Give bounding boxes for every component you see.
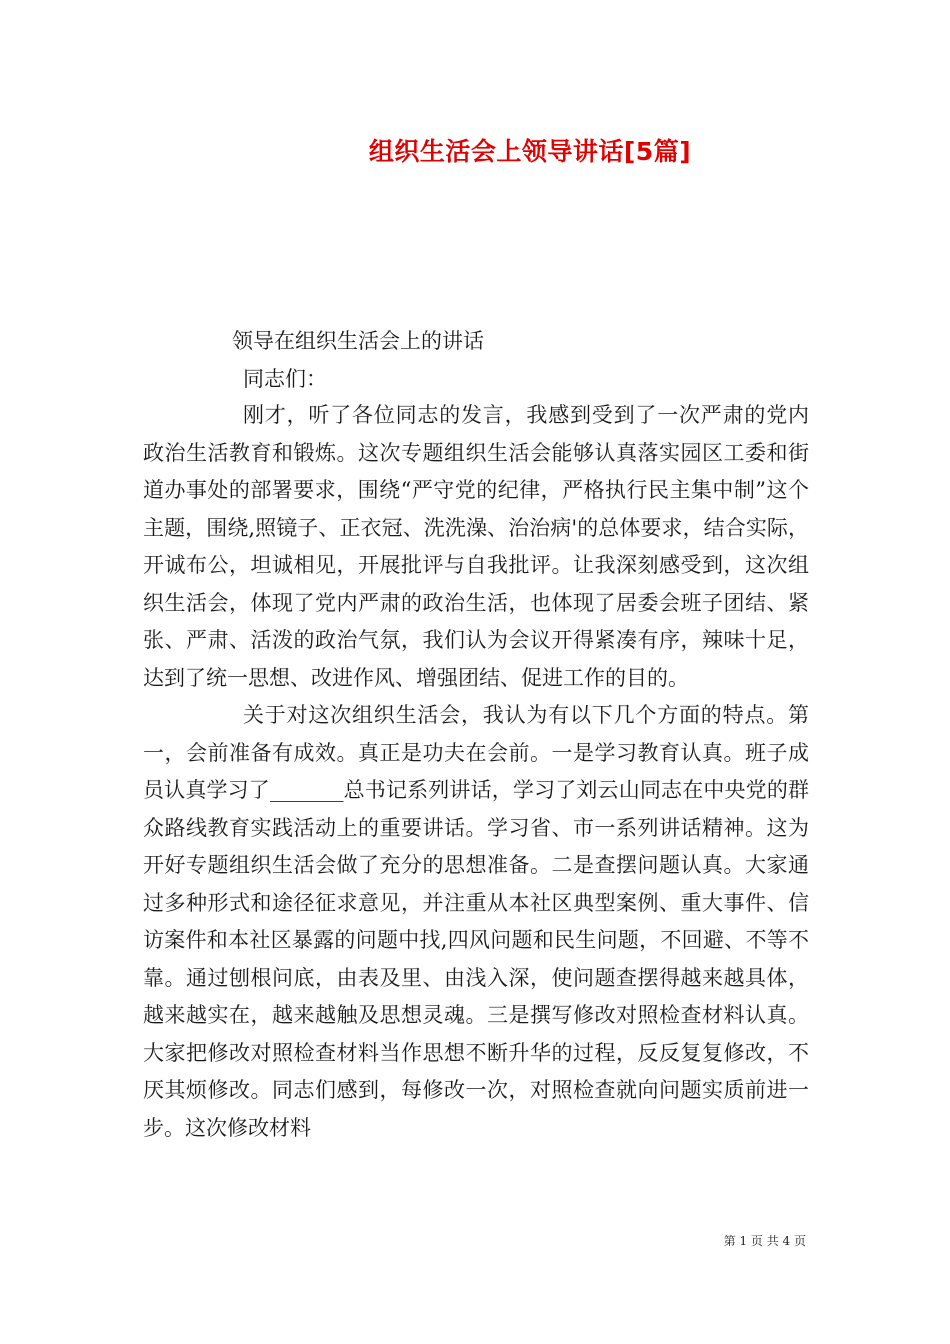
speech-subtitle: 领导在组织生活会上的讲话 [232,329,484,353]
paragraph: 刚才，听了各位同志的发言，我感到受到了一次严肃的党内政治生活教育和锻炼。这次专题组织生活会能够认真落实园区工委和街道办事处的部署要求，围绕“严守党的纪律，严格执行民主集中制”这个主题，围绕,照镜子、正衣冠、洗洗澡、治治病'的总体要求，结合实际，开诚布公，坦诚相见，开展批评与自我批评。让我深刻感受到，这次组织生活会，体现了党内严肃的政治生活，也体现了居委会班子团结、紧张、严肃、活泼的政治气氛，我们认为会议开得紧凑有序，辣味十足，达到了统一思想、改进作风、增强团结、促进工作的目的。 [143,403,809,690]
page-number: 第 1 页 共 4 页 [723,1234,806,1248]
document-title: 组织生活会上领导讲话[5篇] [368,137,692,166]
paragraph: 关于对这次组织生活会，我认为有以下几个方面的特点。第一，会前准备有成效。真正是功夫在会前。一是学习教育认真。班子成员认真学习了_______总书记系列讲话，学习了刘云山同志在中央党的群众路线教育实践活动上的重要讲话。学习省、市一系列讲话精神。这为开好专题组织生活会做了充分的思想准备。二是查摆问题认真。大家通过多种形式和途径征求意见，并注重从本社区典型案例、重大事件、信访案件和本社区暴露的问题中找,四风问题和民生问题，不回避、不等不靠。通过刨根问底，由表及里、由浅入深，使问题查摆得越来越具体，越来越实在，越来越触及思想灵魂。三是撰写修改对照检查材料认真。大家把修改对照检查材料当作思想不断升华的过程，反反复复修改，不厌其烦修改。同志们感到，每修改一次，对照检查就向问题实质前进一步。这次修改材料 [143,703,809,1140]
body-text [143,397,809,1147]
salutation: 同志们： [243,367,327,391]
